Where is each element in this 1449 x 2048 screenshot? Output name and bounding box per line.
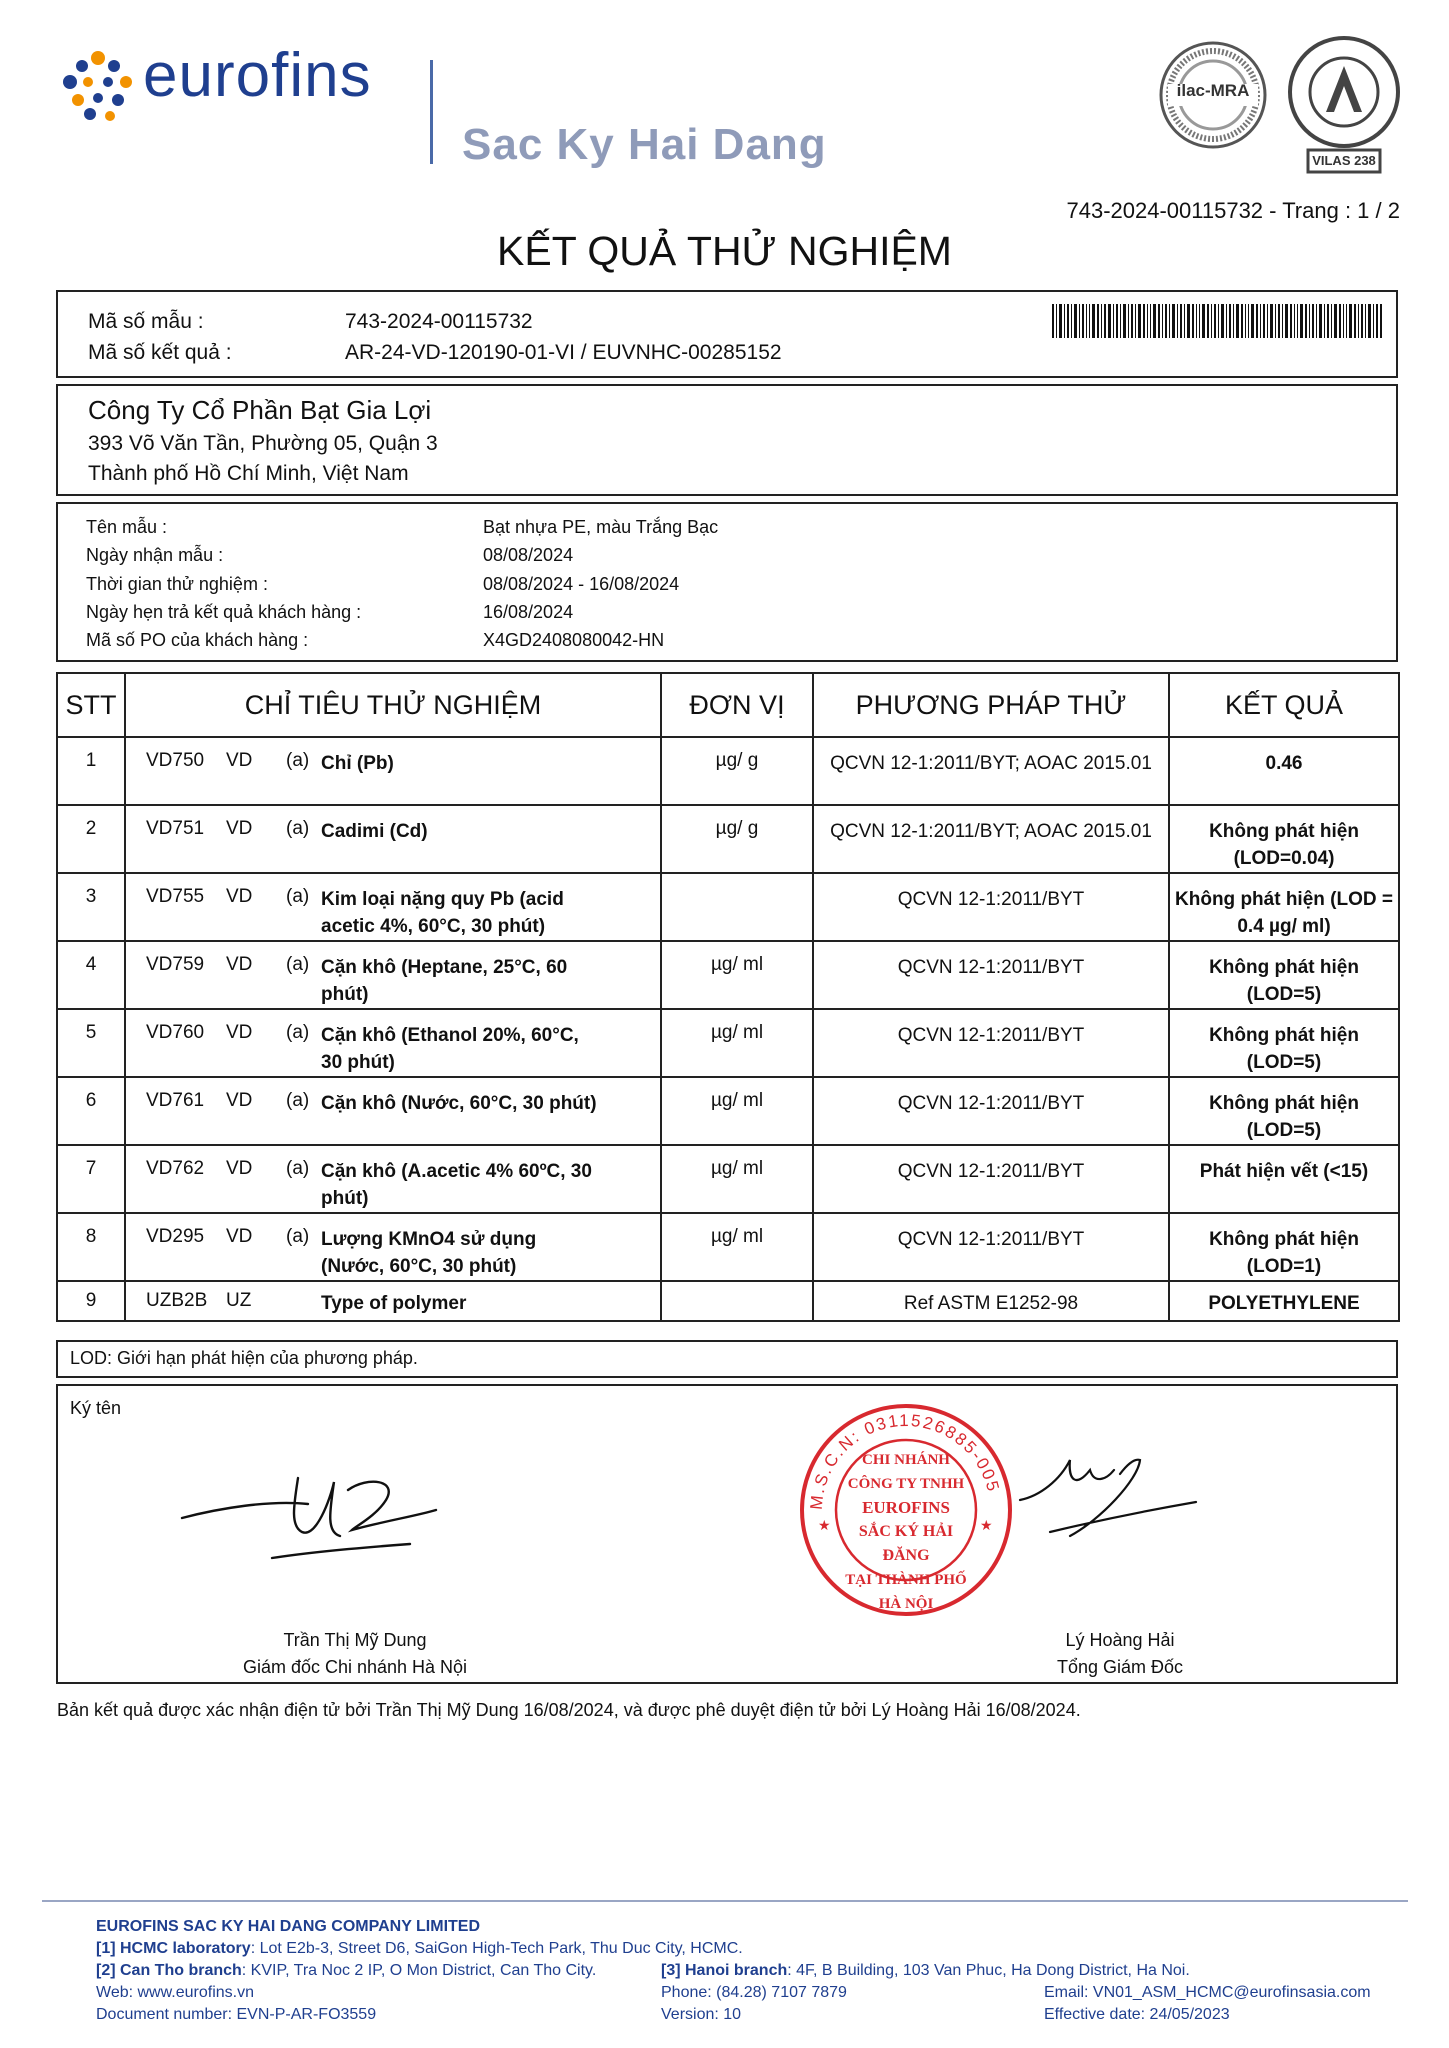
cell-indicator [125,941,661,1009]
signer-1-title: Giám đốc Chi nhánh Hà Nội [242,1657,468,1677]
header-method: PHƯƠNG PHÁP THỬ [813,673,1169,737]
lab-code: VD [226,750,253,771]
test-name: Cặn khô (A.acetic 4% 60ºC, 30 phút) [321,1161,592,1209]
report-reference: 743-2024-00115732 - Trang : 1 / 2 [1066,198,1400,223]
cell-method: QCVN 12-1:2011/BYT [813,873,1169,941]
ilac-seal-text: ilac-MRA [1176,81,1250,100]
received-date-label: Ngày nhận mẫu : [86,545,224,565]
lab-code: VD [226,886,253,907]
test-period-label: Thời gian thử nghiệm : [86,574,268,594]
brand-logo: eurofins [143,41,372,110]
cell-stt: 9 [57,1281,125,1321]
footer-cantho-branch [96,1962,596,1980]
cell-stt: 3 [57,873,125,941]
cell-indicator [125,1213,661,1281]
cell-method: QCVN 12-1:2011/BYT; AOAC 2015.01 [813,805,1169,873]
client-address-line1: 393 Võ Văn Tần, Phường 05, Quận 3 [88,432,438,455]
lab-code: UZ [226,1290,252,1311]
header-stt: STT [57,673,125,737]
footer-hanoi-label: [3] Hanoi branch [661,1962,788,1979]
test-name: Kim loại nặng quy Pb (acid acetic 4%, 60°C, 30 phút) [321,889,564,937]
accreditation-mark: (a) [286,886,310,907]
test-code: VD759 [146,954,205,975]
signature-1-image [180,1460,440,1570]
accreditation-mark: (a) [286,1158,310,1179]
footer-phone: Phone: (84.28) 7107 7879 [661,1984,847,2001]
table-header-row [57,673,1399,737]
cell-indicator [125,737,661,805]
footer-company: EUROFINS SAC KY HAI DANG COMPANY LIMITED [96,1918,481,1935]
cell-method: QCVN 12-1:2011/BYT [813,1077,1169,1145]
stamp-line: SẮC KÝ HẢI ĐĂNG [858,1523,954,1564]
result-id-label: Mã số kết quả : [88,341,232,364]
cell-result: Không phát hiện (LOD = 0.4 µg/ ml) [1169,873,1399,941]
cell-indicator [125,1009,661,1077]
cell-stt: 5 [57,1009,125,1077]
accreditation-mark: (a) [286,1022,310,1043]
lod-note: LOD: Giới hạn phát hiện của phương pháp. [70,1348,418,1368]
cell-result: Phát hiện vết (<15) [1169,1145,1399,1213]
cell-result: Không phát hiện (LOD=5) [1169,1077,1399,1145]
table-row [57,1213,1399,1281]
signature-2-image [1010,1440,1200,1550]
header-indicator: CHỈ TIÊU THỬ NGHIỆM [125,673,661,737]
approval-statement: Bản kết quả được xác nhận điện tử bởi Trần Thị Mỹ Dung 16/08/2024, và được phê duyệt điện tử bởi Lý Hoàng Hải 16/08/2024. [57,1700,1081,1720]
footer-hanoi-branch [661,1962,1190,1980]
test-name: Cặn khô (Nước, 60°C, 30 phút) [321,1093,597,1114]
cell-result: Không phát hiện (LOD=0.04) [1169,805,1399,873]
cell-result: Không phát hiện (LOD=5) [1169,1009,1399,1077]
accreditation-mark: (a) [286,954,310,975]
cell-method: QCVN 12-1:2011/BYT [813,1145,1169,1213]
cell-indicator [125,1281,661,1321]
test-code: VD755 [146,886,205,907]
lab-code: VD [226,1158,253,1179]
client-address-line2: Thành phố Hồ Chí Minh, Việt Nam [88,462,409,485]
test-code: VD751 [146,818,205,839]
cell-unit: µg/ g [661,805,813,873]
due-date-label: Ngày hẹn trả kết quả khách hàng : [86,602,362,622]
cell-unit: µg/ ml [661,1213,813,1281]
sample-id-value: 743-2024-00115732 [345,310,533,333]
footer-version: Version: 10 [661,2006,742,2023]
lab-code: VD [226,1226,253,1247]
test-name: Cặn khô (Heptane, 25°C, 60 phút) [321,957,568,1005]
boa-seal-text [1290,10,1291,11]
cell-method: QCVN 12-1:2011/BYT; AOAC 2015.01 [813,737,1169,805]
table-row [57,1009,1399,1077]
stamp-center-text [838,1448,974,1616]
footer-email: Email: VN01_ASM_HCMC@eurofinsasia.com [1044,1984,1371,2001]
accreditation-mark: (a) [286,1090,310,1111]
test-name: Cặn khô (Ethanol 20%, 60°C, 30 phút) [321,1025,579,1073]
accreditation-mark: (a) [286,1226,310,1247]
boa-seal-code: VILAS 238 [1312,153,1376,168]
signature-label: Ký tên [70,1398,122,1418]
cell-indicator [125,873,661,941]
stamp-line: CÔNG TY TNHH [847,1476,965,1492]
lab-code: VD [226,954,253,975]
table-row [57,1281,1399,1321]
cell-unit [661,873,813,941]
test-name: Chỉ (Pb) [321,753,394,774]
stamp-star-left: ★ [818,1517,831,1533]
accreditation-mark: (a) [286,818,310,839]
lab-code: VD [226,1022,253,1043]
footer-cantho-label: [2] Can Tho branch [96,1962,242,1979]
cell-unit [661,1281,813,1321]
table-row [57,1145,1399,1213]
due-date-value: 16/08/2024 [483,602,574,622]
test-code: VD750 [146,750,205,771]
logo-divider [430,60,433,164]
footer-effective-date: Effective date: 24/05/2023 [1044,2006,1230,2023]
cell-method: QCVN 12-1:2011/BYT [813,1213,1169,1281]
footer-hcmc-label: [1] HCMC laboratory [96,1940,251,1957]
client-name: Công Ty Cổ Phần Bạt Gia Lợi [88,395,432,425]
barcode [1052,304,1382,338]
sample-name-label: Tên mẫu : [86,517,168,537]
test-name: Cadimi (Cd) [321,821,428,842]
po-number-label: Mã số PO của khách hàng : [86,630,309,650]
test-code: VD295 [146,1226,205,1247]
cell-unit: µg/ g [661,737,813,805]
cell-stt: 6 [57,1077,125,1145]
cell-result: POLYETHYLENE [1169,1281,1399,1321]
footer-cantho-text: : KVIP, Tra Noc 2 IP, O Mon District, Can Tho City. [241,1962,597,1979]
cell-stt: 7 [57,1145,125,1213]
subbrand-logo: Sac Ky Hai Dang [462,120,827,169]
accreditation-mark: (a) [286,750,310,771]
eurofins-logo-dots [60,48,136,124]
cell-unit: µg/ ml [661,941,813,1009]
cell-unit: µg/ ml [661,1145,813,1213]
table-row [57,941,1399,1009]
cell-result: Không phát hiện (LOD=5) [1169,941,1399,1009]
stamp-line: TẠI THÀNH PHỐ [845,1572,967,1588]
signer-2-name: Lý Hoàng Hải [1065,1630,1175,1650]
header-result: KẾT QUẢ [1169,673,1399,737]
stamp-bottom-text [0,0,1,1]
cell-method: QCVN 12-1:2011/BYT [813,941,1169,1009]
signer-2-title: Tổng Giám Đốc [1056,1657,1184,1677]
cell-indicator [125,805,661,873]
cell-method: Ref ASTM E1252-98 [813,1281,1169,1321]
stamp-ring-text: M.S.C.N: 0311526885-005 [806,1410,1004,1511]
test-code: VD761 [146,1090,205,1111]
test-name: Type of polymer [321,1293,467,1314]
header-unit: ĐƠN VỊ [661,673,813,737]
test-name: Lượng KMnO4 sử dụng (Nước, 60°C, 30 phút) [321,1229,537,1277]
cell-indicator [125,1145,661,1213]
table-row [57,805,1399,873]
page-title: KẾT QUẢ THỬ NGHIỆM [497,228,952,274]
cell-stt: 8 [57,1213,125,1281]
received-date-value: 08/08/2024 [483,545,574,565]
cell-stt: 1 [57,737,125,805]
lab-code: VD [226,818,253,839]
footer-web: Web: www.eurofins.vn [96,1984,254,2001]
footer-divider [42,1900,1408,1902]
stamp-star-right: ★ [980,1517,993,1533]
cell-unit: µg/ ml [661,1077,813,1145]
cell-unit: µg/ ml [661,1009,813,1077]
footer-hanoi-text: : 4F, B Building, 103 Van Phuc, Ha Dong District, Ha Noi. [787,1962,1190,1979]
stamp-line: EUROFINS [862,1498,950,1517]
cell-method: QCVN 12-1:2011/BYT [813,1009,1169,1077]
result-id-value: AR-24-VD-120190-01-VI / EUVNHC-00285152 [345,341,782,364]
cell-stt: 2 [57,805,125,873]
table-row [57,737,1399,805]
cell-indicator [125,1077,661,1145]
test-code: VD760 [146,1022,205,1043]
results-table [56,672,1400,1322]
footer-hcmc-text: : Lot E2b-3, Street D6, SaiGon High-Tech Park, Thu Duc City, HCMC. [250,1940,743,1957]
table-row [57,1077,1399,1145]
footer-document-number: Document number: EVN-P-AR-FO3559 [96,2006,377,2023]
table-row [57,873,1399,941]
sample-name-value: Bạt nhựa PE, màu Trắng Bạc [483,517,719,537]
footer-hcmc-lab [96,1940,743,1958]
cell-result: 0.46 [1169,737,1399,805]
stamp-line: CHI NHÁNH [862,1452,950,1468]
sample-id-label: Mã số mẫu : [88,310,204,333]
test-period-value: 08/08/2024 - 16/08/2024 [483,574,680,594]
cell-result: Không phát hiện (LOD=1) [1169,1213,1399,1281]
test-code: UZB2B [146,1290,208,1311]
test-code: VD762 [146,1158,205,1179]
lab-code: VD [226,1090,253,1111]
stamp-line: HÀ NỘI [878,1596,934,1612]
po-number-value: X4GD2408080042-HN [483,630,665,650]
cell-stt: 4 [57,941,125,1009]
signer-1-name: Trần Thị Mỹ Dung [283,1630,427,1650]
